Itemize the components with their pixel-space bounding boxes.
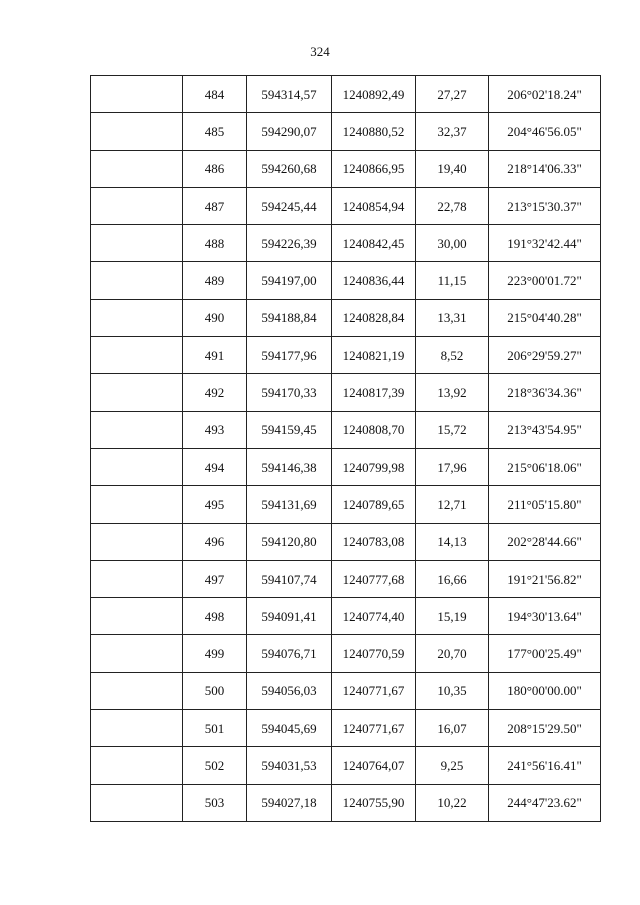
segment-length-cell: 10,22: [416, 784, 489, 821]
segment-length-cell: 27,27: [416, 76, 489, 113]
point-number-cell: 501: [183, 710, 247, 747]
direction-angle-cell: 177°00'25.49": [489, 635, 601, 672]
point-number-cell: 503: [183, 784, 247, 821]
segment-length-cell: 15,19: [416, 598, 489, 635]
table-row: [91, 523, 601, 560]
direction-angle-cell: 180°00'00.00": [489, 672, 601, 709]
y-coordinate-cell: 1240771,67: [332, 710, 416, 747]
blank-cell: [91, 337, 183, 374]
direction-angle-cell: 194°30'13.64": [489, 598, 601, 635]
direction-angle-cell: 218°36'34.36": [489, 374, 601, 411]
direction-angle-cell: 213°15'30.37": [489, 187, 601, 224]
x-coordinate-cell: 594314,57: [247, 76, 332, 113]
x-coordinate-cell: 594107,74: [247, 560, 332, 597]
blank-cell: [91, 672, 183, 709]
blank-cell: [91, 523, 183, 560]
point-number-cell: 490: [183, 299, 247, 336]
blank-cell: [91, 299, 183, 336]
blank-cell: [91, 486, 183, 523]
direction-angle-cell: 206°29'59.27": [489, 337, 601, 374]
segment-length-cell: 9,25: [416, 747, 489, 784]
y-coordinate-cell: 1240836,44: [332, 262, 416, 299]
point-number-cell: 493: [183, 411, 247, 448]
direction-angle-cell: 191°32'42.44": [489, 225, 601, 262]
direction-angle-cell: 202°28'44.66": [489, 523, 601, 560]
direction-angle-cell: 215°06'18.06": [489, 448, 601, 485]
y-coordinate-cell: 1240783,08: [332, 523, 416, 560]
point-number-cell: 499: [183, 635, 247, 672]
blank-cell: [91, 598, 183, 635]
x-coordinate-cell: 594188,84: [247, 299, 332, 336]
x-coordinate-cell: 594120,80: [247, 523, 332, 560]
direction-angle-cell: 241°56'16.41": [489, 747, 601, 784]
direction-angle-cell: 215°04'40.28": [489, 299, 601, 336]
table-row: [91, 486, 601, 523]
segment-length-cell: 13,92: [416, 374, 489, 411]
blank-cell: [91, 225, 183, 262]
point-number-cell: 491: [183, 337, 247, 374]
point-number-cell: 495: [183, 486, 247, 523]
y-coordinate-cell: 1240817,39: [332, 374, 416, 411]
table-row: [91, 672, 601, 709]
x-coordinate-cell: 594146,38: [247, 448, 332, 485]
blank-cell: [91, 187, 183, 224]
segment-length-cell: 22,78: [416, 187, 489, 224]
x-coordinate-cell: 594197,00: [247, 262, 332, 299]
direction-angle-cell: 244°47'23.62": [489, 784, 601, 821]
blank-cell: [91, 710, 183, 747]
y-coordinate-cell: 1240808,70: [332, 411, 416, 448]
y-coordinate-cell: 1240770,59: [332, 635, 416, 672]
point-number-cell: 500: [183, 672, 247, 709]
point-number-cell: 486: [183, 150, 247, 187]
x-coordinate-cell: 594131,69: [247, 486, 332, 523]
y-coordinate-cell: 1240892,49: [332, 76, 416, 113]
x-coordinate-cell: 594027,18: [247, 784, 332, 821]
y-coordinate-cell: 1240774,40: [332, 598, 416, 635]
table-row: [91, 784, 601, 821]
point-number-cell: 489: [183, 262, 247, 299]
x-coordinate-cell: 594056,03: [247, 672, 332, 709]
x-coordinate-cell: 594245,44: [247, 187, 332, 224]
x-coordinate-cell: 594290,07: [247, 113, 332, 150]
blank-cell: [91, 747, 183, 784]
blank-cell: [91, 448, 183, 485]
y-coordinate-cell: 1240821,19: [332, 337, 416, 374]
segment-length-cell: 16,07: [416, 710, 489, 747]
x-coordinate-cell: 594091,41: [247, 598, 332, 635]
segment-length-cell: 32,37: [416, 113, 489, 150]
x-coordinate-cell: 594170,33: [247, 374, 332, 411]
y-coordinate-cell: 1240789,65: [332, 486, 416, 523]
x-coordinate-cell: 594076,71: [247, 635, 332, 672]
segment-length-cell: 16,66: [416, 560, 489, 597]
point-number-cell: 498: [183, 598, 247, 635]
segment-length-cell: 15,72: [416, 411, 489, 448]
blank-cell: [91, 76, 183, 113]
table-row: [91, 150, 601, 187]
table-row: [91, 76, 601, 113]
direction-angle-cell: 204°46'56.05": [489, 113, 601, 150]
y-coordinate-cell: 1240771,67: [332, 672, 416, 709]
blank-cell: [91, 113, 183, 150]
blank-cell: [91, 262, 183, 299]
segment-length-cell: 8,52: [416, 337, 489, 374]
table-row: [91, 299, 601, 336]
y-coordinate-cell: 1240866,95: [332, 150, 416, 187]
table-row: [91, 113, 601, 150]
point-number-cell: 487: [183, 187, 247, 224]
point-number-cell: 492: [183, 374, 247, 411]
blank-cell: [91, 411, 183, 448]
table-row: [91, 448, 601, 485]
direction-angle-cell: 218°14'06.33": [489, 150, 601, 187]
y-coordinate-cell: 1240842,45: [332, 225, 416, 262]
blank-cell: [91, 784, 183, 821]
y-coordinate-cell: 1240828,84: [332, 299, 416, 336]
table-row: [91, 560, 601, 597]
table-row: [91, 598, 601, 635]
segment-length-cell: 12,71: [416, 486, 489, 523]
direction-angle-cell: 213°43'54.95": [489, 411, 601, 448]
point-number-cell: 488: [183, 225, 247, 262]
x-coordinate-cell: 594260,68: [247, 150, 332, 187]
table-row: [91, 337, 601, 374]
segment-length-cell: 19,40: [416, 150, 489, 187]
y-coordinate-cell: 1240880,52: [332, 113, 416, 150]
coordinates-table-body: [91, 76, 601, 822]
segment-length-cell: 17,96: [416, 448, 489, 485]
direction-angle-cell: 191°21'56.82": [489, 560, 601, 597]
point-number-cell: 496: [183, 523, 247, 560]
direction-angle-cell: 211°05'15.80": [489, 486, 601, 523]
direction-angle-cell: 206°02'18.24": [489, 76, 601, 113]
blank-cell: [91, 150, 183, 187]
x-coordinate-cell: 594226,39: [247, 225, 332, 262]
segment-length-cell: 11,15: [416, 262, 489, 299]
point-number-cell: 484: [183, 76, 247, 113]
y-coordinate-cell: 1240755,90: [332, 784, 416, 821]
segment-length-cell: 20,70: [416, 635, 489, 672]
point-number-cell: 494: [183, 448, 247, 485]
segment-length-cell: 30,00: [416, 225, 489, 262]
blank-cell: [91, 560, 183, 597]
segment-length-cell: 14,13: [416, 523, 489, 560]
segment-length-cell: 13,31: [416, 299, 489, 336]
point-number-cell: 502: [183, 747, 247, 784]
blank-cell: [91, 374, 183, 411]
table-row: [91, 187, 601, 224]
table-row: [91, 710, 601, 747]
direction-angle-cell: 223°00'01.72": [489, 262, 601, 299]
point-number-cell: 485: [183, 113, 247, 150]
table-row: [91, 262, 601, 299]
y-coordinate-cell: 1240764,07: [332, 747, 416, 784]
coordinates-table: [90, 75, 601, 822]
page-number: 324: [310, 44, 330, 59]
table-row: [91, 747, 601, 784]
table-row: [91, 635, 601, 672]
y-coordinate-cell: 1240854,94: [332, 187, 416, 224]
segment-length-cell: 10,35: [416, 672, 489, 709]
x-coordinate-cell: 594045,69: [247, 710, 332, 747]
x-coordinate-cell: 594177,96: [247, 337, 332, 374]
blank-cell: [91, 635, 183, 672]
direction-angle-cell: 208°15'29.50": [489, 710, 601, 747]
y-coordinate-cell: 1240777,68: [332, 560, 416, 597]
point-number-cell: 497: [183, 560, 247, 597]
x-coordinate-cell: 594031,53: [247, 747, 332, 784]
table-row: [91, 225, 601, 262]
x-coordinate-cell: 594159,45: [247, 411, 332, 448]
y-coordinate-cell: 1240799,98: [332, 448, 416, 485]
table-row: [91, 411, 601, 448]
table-row: [91, 374, 601, 411]
